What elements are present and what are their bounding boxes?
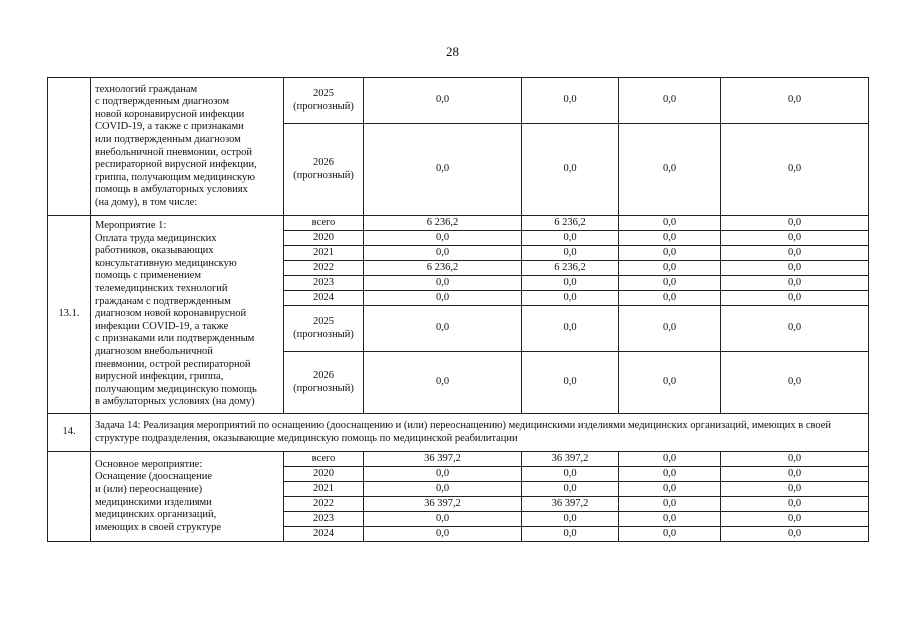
value-cell-v3: 0,0 (619, 452, 721, 467)
year-cell: 2021 (284, 246, 364, 261)
value-cell-v3: 0,0 (619, 124, 721, 216)
value-cell-v4: 0,0 (721, 261, 869, 276)
value-cell-v1: 0,0 (364, 78, 522, 124)
value-cell-v4: 0,0 (721, 124, 869, 216)
value-cell-v1: 0,0 (364, 276, 522, 291)
value-cell-v3: 0,0 (619, 467, 721, 482)
value-cell-v4: 0,0 (721, 467, 869, 482)
year-cell: 2024 (284, 527, 364, 542)
page-number: 28 (446, 44, 459, 59)
table-row (48, 78, 869, 124)
description-cell: технологий гражданам с подтвержденным диагнозом новой коронавирусной инфекции COVID-19, а также с признаками или подтвержденным диагнозом внебольничной пневмонии, острой респираторной вирусной инфекции, гриппа, получающим медицинскую помощь в амбулаторных условиях (на дому), в том числе: (91, 78, 284, 216)
value-cell-v3: 0,0 (619, 527, 721, 542)
value-cell-v3: 0,0 (619, 246, 721, 261)
row-number-cell (48, 452, 91, 542)
value-cell-v3: 0,0 (619, 231, 721, 246)
value-cell-v2: 0,0 (522, 246, 619, 261)
value-cell-v2: 0,0 (522, 78, 619, 124)
funding-table (47, 77, 869, 542)
task-title-cell: Задача 14: Реализация мероприятий по оснащению (дооснащению и (или) переоснащению) медицинскими изделиями медицинских организаций, имеющих в своей структуре подразделения, оказывающие медицинскую помощь по медицинской реабилитации (91, 414, 869, 452)
value-cell-v3: 0,0 (619, 276, 721, 291)
value-cell-v1: 0,0 (364, 246, 522, 261)
value-cell-v2: 0,0 (522, 467, 619, 482)
row-number-cell: 13.1. (48, 216, 91, 414)
value-cell-v3: 0,0 (619, 512, 721, 527)
year-cell: 2026 (прогнозный) (284, 124, 364, 216)
value-cell-v2: 6 236,2 (522, 261, 619, 276)
value-cell-v2: 6 236,2 (522, 216, 619, 231)
year-cell: 2025 (прогнозный) (284, 78, 364, 124)
year-cell: 2022 (284, 497, 364, 512)
value-cell-v3: 0,0 (619, 216, 721, 231)
value-cell-v1: 0,0 (364, 291, 522, 306)
value-cell-v1: 0,0 (364, 352, 522, 414)
value-cell-v1: 0,0 (364, 512, 522, 527)
value-cell-v2: 0,0 (522, 527, 619, 542)
value-cell-v4: 0,0 (721, 352, 869, 414)
value-cell-v4: 0,0 (721, 527, 869, 542)
value-cell-v1: 36 397,2 (364, 497, 522, 512)
value-cell-v4: 0,0 (721, 246, 869, 261)
year-cell: всего (284, 452, 364, 467)
value-cell-v1: 0,0 (364, 467, 522, 482)
value-cell-v1: 6 236,2 (364, 261, 522, 276)
value-cell-v2: 36 397,2 (522, 497, 619, 512)
value-cell-v2: 0,0 (522, 231, 619, 246)
year-cell: 2025 (прогнозный) (284, 306, 364, 352)
year-cell: 2021 (284, 482, 364, 497)
value-cell-v1: 0,0 (364, 482, 522, 497)
value-cell-v3: 0,0 (619, 482, 721, 497)
year-cell: 2024 (284, 291, 364, 306)
value-cell-v4: 0,0 (721, 452, 869, 467)
value-cell-v2: 0,0 (522, 291, 619, 306)
value-cell-v3: 0,0 (619, 261, 721, 276)
value-cell-v3: 0,0 (619, 352, 721, 414)
description-cell: Мероприятие 1: Оплата труда медицинских работников, оказывающих консультативную медицинскую помощь с применением телемедицинских технологий гражданам с подтвержденным диагнозом новой коронавирусной инфекции COVID-19, а также с признаками или подтвержденным диагнозом внебольничной пневмонии, острой респираторной вирусной инфекции, гриппа, получающим медицинскую помощь в амбулаторных условиях (на дому) (91, 216, 284, 414)
task-row (48, 414, 869, 452)
value-cell-v2: 0,0 (522, 352, 619, 414)
value-cell-v1: 0,0 (364, 124, 522, 216)
value-cell-v1: 0,0 (364, 231, 522, 246)
value-cell-v2: 0,0 (522, 276, 619, 291)
value-cell-v4: 0,0 (721, 216, 869, 231)
value-cell-v1: 36 397,2 (364, 452, 522, 467)
value-cell-v4: 0,0 (721, 276, 869, 291)
value-cell-v4: 0,0 (721, 291, 869, 306)
year-cell: 2023 (284, 512, 364, 527)
row-number-cell (48, 78, 91, 216)
value-cell-v4: 0,0 (721, 512, 869, 527)
value-cell-v2: 0,0 (522, 124, 619, 216)
description-cell: Основное мероприятие: Оснащение (дооснащение и (или) переоснащение) медицинскими изделиями медицинских организаций, имеющих в своей структуре (91, 452, 284, 542)
value-cell-v2: 0,0 (522, 306, 619, 352)
value-cell-v3: 0,0 (619, 78, 721, 124)
value-cell-v4: 0,0 (721, 482, 869, 497)
value-cell-v1: 0,0 (364, 306, 522, 352)
year-cell: 2022 (284, 261, 364, 276)
year-cell: 2026 (прогнозный) (284, 352, 364, 414)
value-cell-v2: 0,0 (522, 512, 619, 527)
value-cell-v3: 0,0 (619, 497, 721, 512)
value-cell-v2: 0,0 (522, 482, 619, 497)
value-cell-v4: 0,0 (721, 497, 869, 512)
year-cell: 2023 (284, 276, 364, 291)
year-cell: всего (284, 216, 364, 231)
table-row (48, 452, 869, 467)
value-cell-v3: 0,0 (619, 291, 721, 306)
year-cell: 2020 (284, 467, 364, 482)
value-cell-v3: 0,0 (619, 306, 721, 352)
value-cell-v4: 0,0 (721, 78, 869, 124)
value-cell-v4: 0,0 (721, 306, 869, 352)
value-cell-v4: 0,0 (721, 231, 869, 246)
value-cell-v2: 36 397,2 (522, 452, 619, 467)
table-row (48, 216, 869, 231)
year-cell: 2020 (284, 231, 364, 246)
task-number-cell: 14. (48, 414, 91, 452)
value-cell-v1: 0,0 (364, 527, 522, 542)
value-cell-v1: 6 236,2 (364, 216, 522, 231)
